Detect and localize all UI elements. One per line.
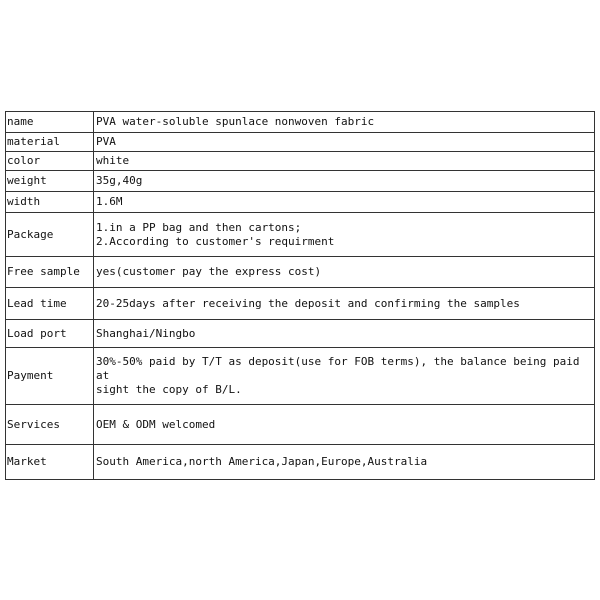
row-value: South America,north America,Japan,Europe,Australia — [94, 445, 595, 480]
table-row-color — [6, 152, 595, 171]
row-value: PVA water-soluble spunlace nonwoven fabric — [94, 112, 595, 133]
table-row-free-sample — [6, 257, 595, 288]
row-value: Shanghai/Ningbo — [94, 320, 595, 348]
table-row-services — [6, 405, 595, 445]
row-value: OEM & ODM welcomed — [94, 405, 595, 445]
table-row-market — [6, 445, 595, 480]
row-label: Payment — [6, 348, 94, 405]
product-spec-table — [5, 111, 595, 480]
row-value: PVA — [94, 133, 595, 152]
row-value: white — [94, 152, 595, 171]
row-value: 20-25days after receiving the deposit and confirming the samples — [94, 288, 595, 320]
table-row-load-port — [6, 320, 595, 348]
row-value: yes(customer pay the express cost) — [94, 257, 595, 288]
row-label: material — [6, 133, 94, 152]
row-value: 35g,40g — [94, 171, 595, 192]
row-value: 1.in a PP bag and then cartons; 2.According to customer's requirment — [94, 213, 595, 257]
row-label: name — [6, 112, 94, 133]
table-row-lead-time — [6, 288, 595, 320]
table-row-name — [6, 112, 595, 133]
row-label: Market — [6, 445, 94, 480]
row-label: Lead time — [6, 288, 94, 320]
row-label: color — [6, 152, 94, 171]
row-value: 1.6M — [94, 192, 595, 213]
row-label: width — [6, 192, 94, 213]
table-row-width — [6, 192, 595, 213]
table-row-weight — [6, 171, 595, 192]
row-label: Services — [6, 405, 94, 445]
row-label: Free sample — [6, 257, 94, 288]
row-value: 30%-50% paid by T/T as deposit(use for FOB terms), the balance being paid at sight the copy of B/L. — [94, 348, 595, 405]
row-label: Package — [6, 213, 94, 257]
table-row-payment — [6, 348, 595, 405]
row-label: Load port — [6, 320, 94, 348]
table-row-material — [6, 133, 595, 152]
row-label: weight — [6, 171, 94, 192]
table-row-package — [6, 213, 595, 257]
